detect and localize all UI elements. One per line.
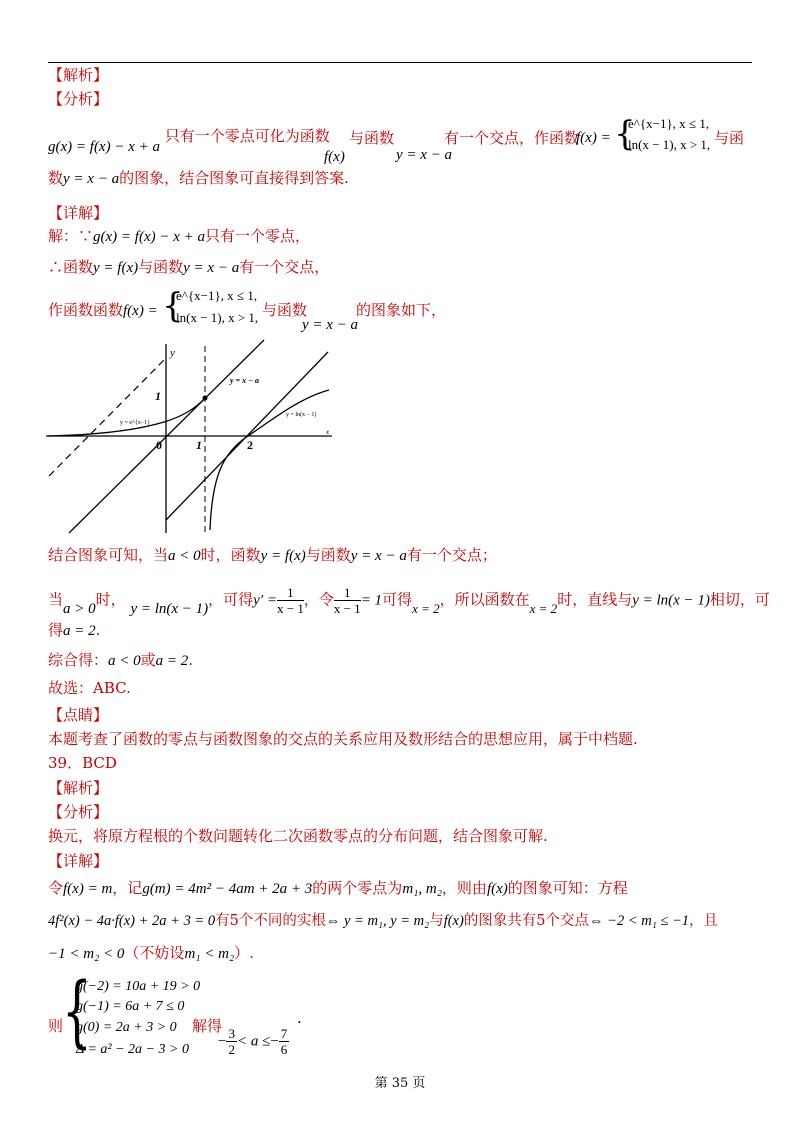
question-39-answer: 39．BCD <box>48 754 117 772</box>
piecewise-case-1: e^{x−1}, x ≤ 1, <box>628 116 710 131</box>
piecewise-case-2: ln(x − 1), x > 1, <box>628 137 711 152</box>
equation-fraction: $\frac{1}{x - 1}$ <box>333 585 361 616</box>
condition-4: Δ = a² − 2a − 3 > 0 <box>76 1042 189 1057</box>
tag-jiexi: 【解析】 <box>48 66 109 84</box>
comment-text: 本题考查了函数的零点与函数图象的交点的关系应用及数形结合的思想应用，属于中档题. <box>48 730 638 748</box>
analysis-text-2: 换元，将原方程根的个数问题转化二次函数零点的分布问题，结合图象可解. <box>48 827 548 845</box>
x-axis-label: x <box>326 428 330 436</box>
result-dot: . <box>297 1009 302 1027</box>
analysis-line-1: g(x) = f(x) − x + a 只有一个零点可化为函数 <box>48 127 330 155</box>
exp-curve <box>48 398 205 436</box>
analysis-line-eq: y = x − a <box>396 147 453 163</box>
tag-xiangjie: 【详解】 <box>48 204 109 222</box>
analysis-zuohanshu: 有一个交点，作函数 <box>444 129 580 147</box>
top-rule <box>48 62 752 63</box>
detail-line-3: −1 < m₂ < 0（不妨设m₁ < m₂）. <box>48 944 254 962</box>
exp-label: y = e^{x−1} <box>120 420 151 426</box>
piecewise2-case-1: e^{x−1}, x ≤ 1, <box>176 288 258 303</box>
analysis-yuhan: 与函 <box>714 129 745 147</box>
condition-2: g(−1) = 6a + 7 ≤ 0 <box>76 999 185 1014</box>
ln-label: y = ln(x − 1) <box>286 412 317 418</box>
solution-summary: 综合得：a < 0或a = 2. <box>48 651 194 669</box>
solution-line-2: ∴函数y = f(x)与函数y = x − a有一个交点， <box>48 258 330 276</box>
derivative-fraction: $\frac{1}{x - 1}$ <box>276 585 304 616</box>
analysis-line-2: 数y = x − a的图象，结合图象可直接得到答案. <box>48 169 349 187</box>
condition-1: g(−2) = 10a + 19 > 0 <box>76 979 201 994</box>
solution-line-3: 作函数函数f(x) = <box>48 301 158 319</box>
detail-line-1: 令f(x) = m，记g(m) = 4m² − 4am + 2a + 3的两个零点为m₁, m₂，则由f(x)的图象可知：方程 <box>48 879 628 897</box>
solution-line-4: 结合图象可知，当a < 0时，函数y = f(x)与函数y = x − a有一个交点； <box>48 546 497 564</box>
solution-line-5: 当a > 0时， y = ln(x − 1)，可得y′ = $\frac{1}{x - 1}$ ，令 $\frac{1}{x - 1}$ = 1可得x = 2，所以函数在x = 2时，直线与y = ln(x − 1)相切，可 <box>48 585 770 617</box>
result-range: − $\frac{3}{2}$ < a ≤− $\frac{7}{6}$ <box>218 1026 288 1057</box>
tag-jiexi-2: 【解析】 <box>48 779 109 797</box>
piecewise2-case-2: ln(x − 1), x > 1, <box>176 310 259 325</box>
result-fraction-b: $\frac{7}{6}$ <box>280 1026 288 1057</box>
piecewise-brace-2: { <box>162 286 184 326</box>
solution-line-eq: y = x − a <box>302 317 359 333</box>
analysis-fx: f(x) <box>324 149 345 165</box>
tag-fenxi-2: 【分析】 <box>48 803 109 821</box>
tag-xiangjie-2: 【详解】 <box>48 852 109 870</box>
solution-line-1: 解：∵g(x) = f(x) − x + a只有一个零点， <box>48 227 311 245</box>
tick-x-1: 1 <box>196 438 202 452</box>
solution-line-6: 得a = 2. <box>48 621 101 639</box>
ln-curve <box>210 390 329 530</box>
origin-label: 0 <box>156 438 162 452</box>
solution-tuxiang: 的图象如下， <box>356 301 447 319</box>
tag-dianjing: 【点睛】 <box>48 706 109 724</box>
dashed-line-a-negative <box>49 358 166 476</box>
system-brace: { <box>62 967 92 1057</box>
then-label: 则 <box>48 1017 64 1035</box>
line-label: y = x − a <box>230 376 259 385</box>
analysis-yuhanshu: 与函数 <box>349 129 395 147</box>
tick-y-1: 1 <box>155 389 161 403</box>
solution-yuhanshu: 与函数 <box>262 301 308 319</box>
tag-fenxi: 【分析】 <box>48 90 109 108</box>
function-graph <box>44 338 344 538</box>
tick-x-2: 2 <box>247 438 253 452</box>
piecewise-brace: { <box>614 114 636 154</box>
condition-3: g(0) = 2a + 3 > 0 <box>76 1020 177 1035</box>
analysis-piecewise-label: f(x) = <box>576 130 611 146</box>
result-fraction-a: $\frac{3}{2}$ <box>228 1026 235 1057</box>
page-number: 第 35 页 <box>374 1076 426 1091</box>
detail-line-2: 4f²(x) − 4a·f(x) + 2a + 3 = 0有5个不同的实根⇔ y = m₁, y = m₂与f(x)的图象共有5个交点⇔ −2 < m₁ ≤ −1，且 <box>48 913 718 929</box>
answer-choice: 故选：ABC. <box>48 679 131 697</box>
y-axis-label: y <box>170 347 175 359</box>
solve-label: 解得 <box>192 1017 223 1035</box>
